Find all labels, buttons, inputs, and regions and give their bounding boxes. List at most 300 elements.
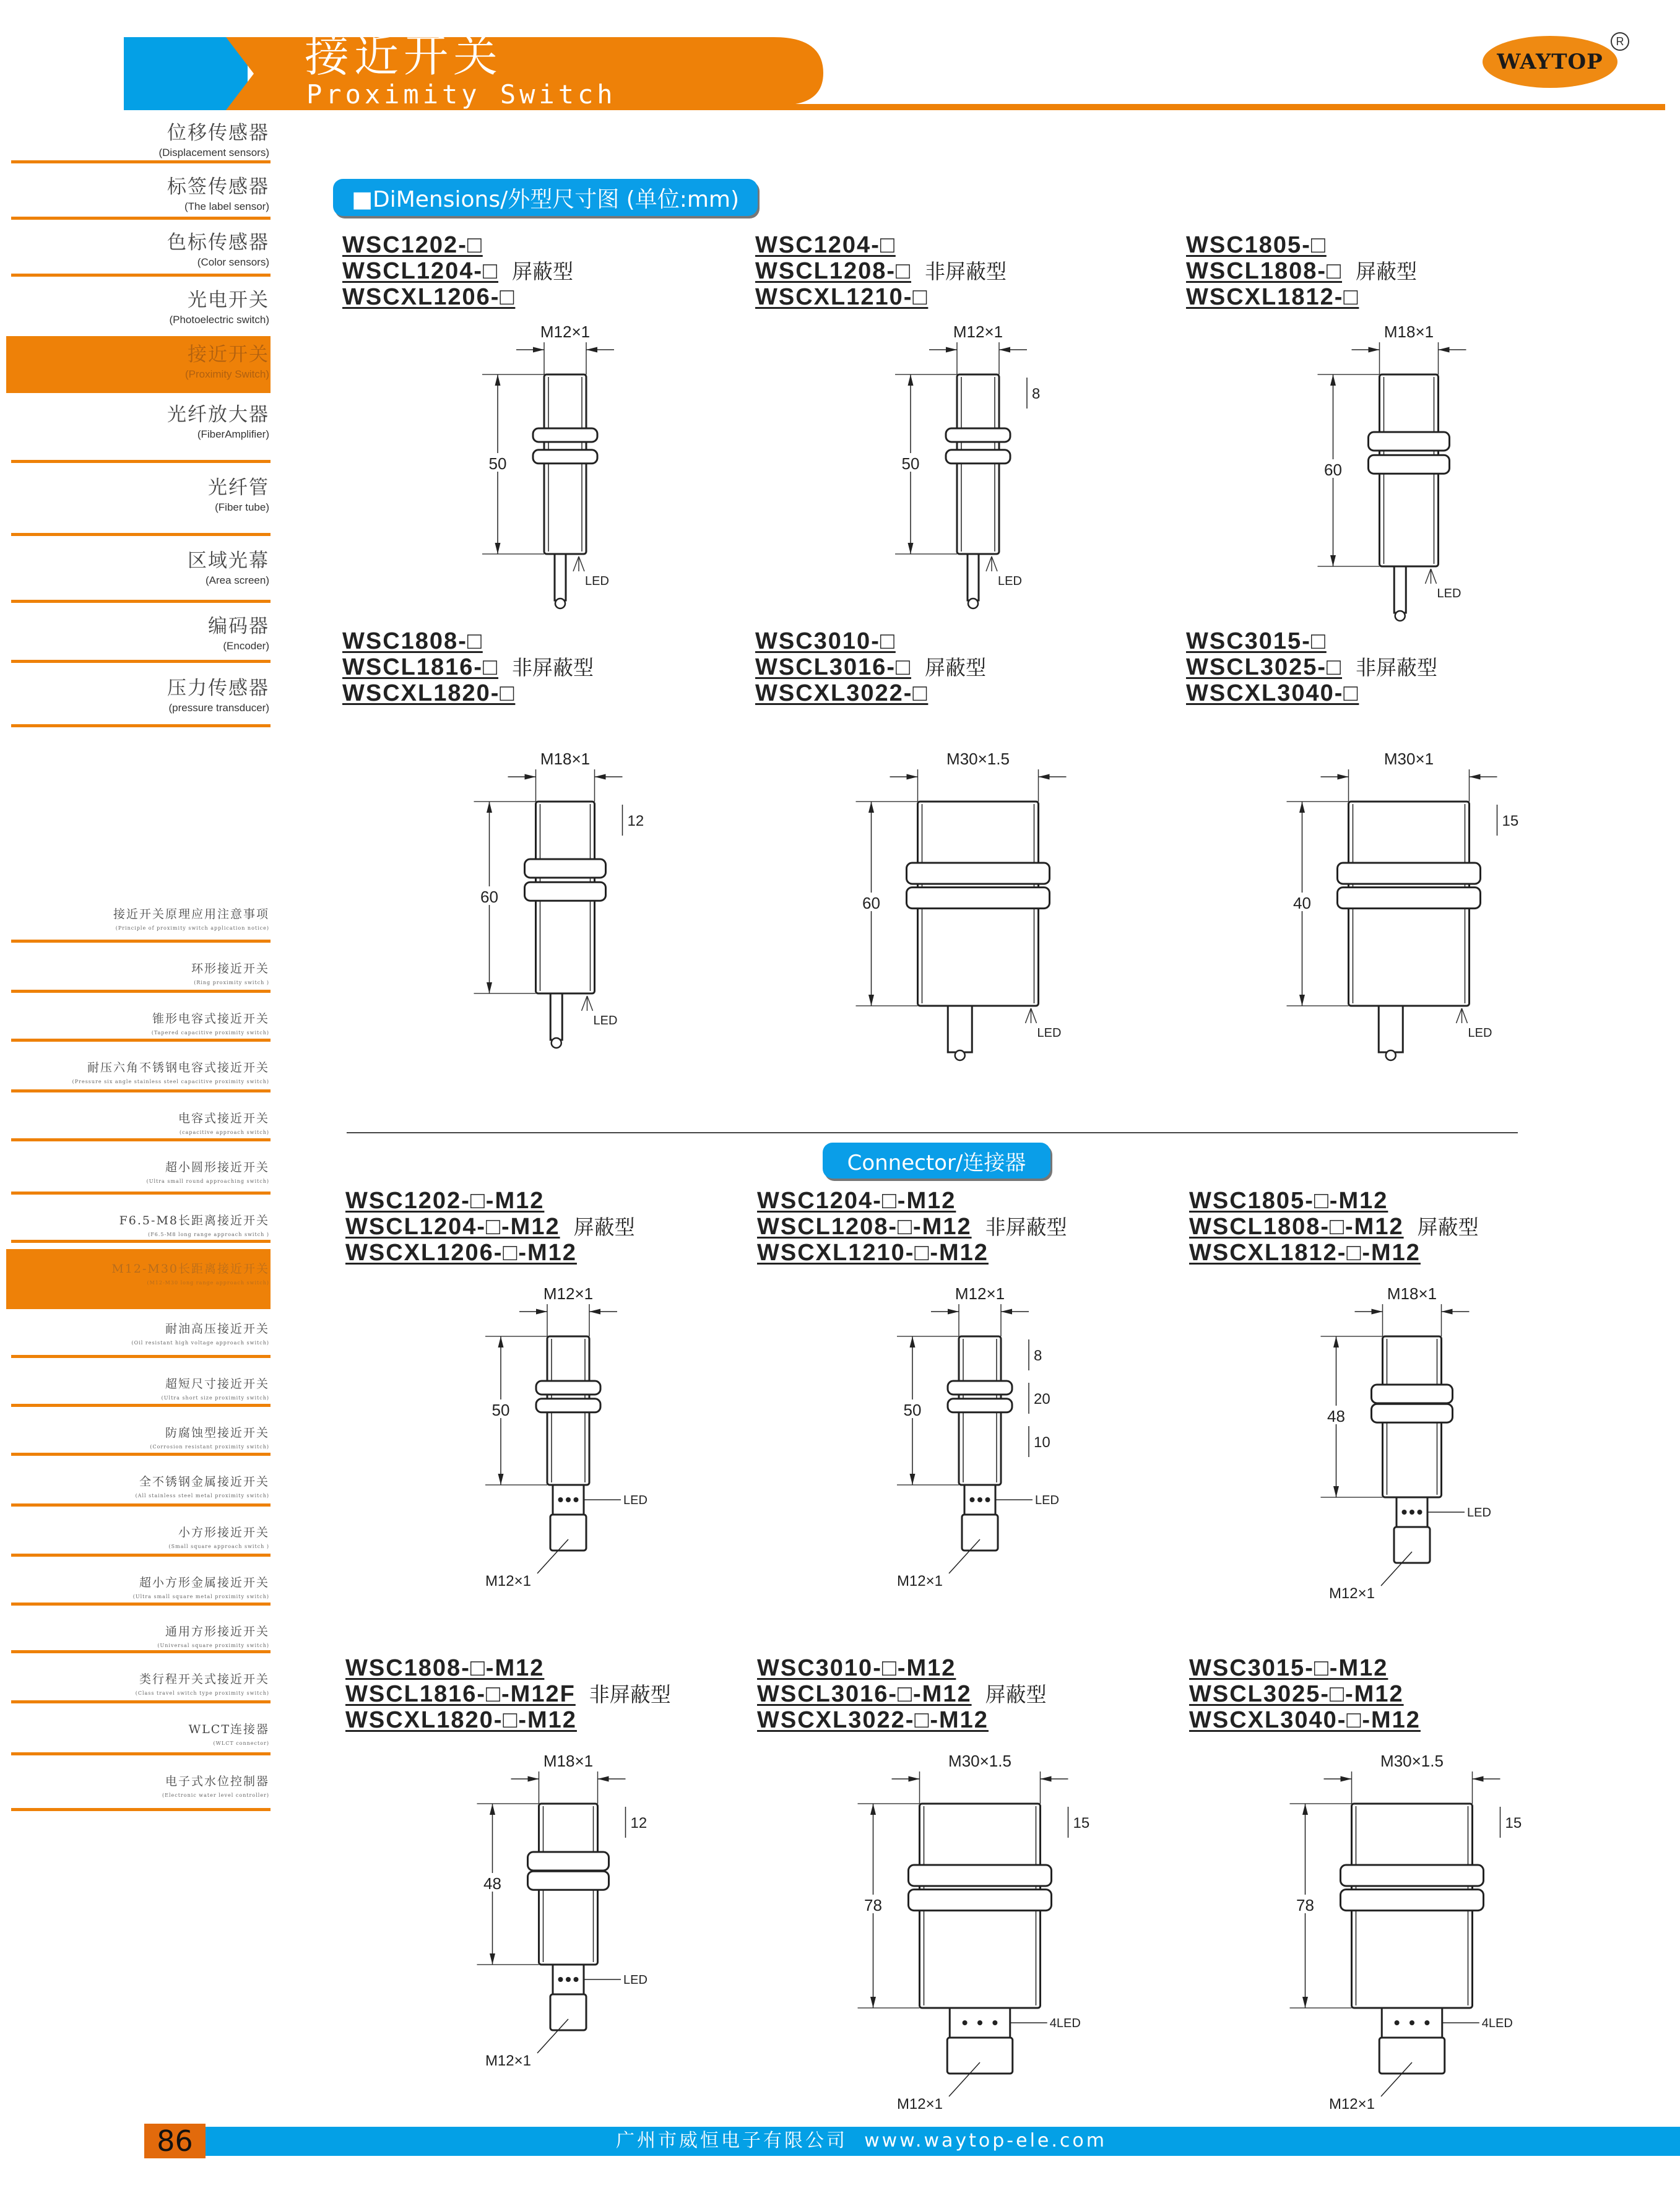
shield-type-label: 屏蔽型 (925, 655, 987, 680)
model-number: WSC1805-□-M12 (1189, 1188, 1388, 1214)
arrow-head (598, 1776, 609, 1782)
sidebar-subitem[interactable] (11, 1413, 271, 1456)
sidebar-subitem-sublabel: (Ultra short size proximity switch) (161, 1395, 269, 1401)
sidebar-subitem[interactable] (11, 1148, 271, 1195)
model-row (345, 1707, 671, 1733)
dimension-drawing (367, 319, 751, 665)
led-dot (566, 1977, 571, 1982)
sidebar-item-label: 光纤管 (208, 477, 269, 499)
led-ray (579, 556, 584, 571)
model-number: WSCL1816-□ (342, 654, 499, 680)
hex-nut (528, 1871, 609, 1890)
model-row (755, 680, 986, 706)
hex-nut (909, 1865, 1052, 1886)
model-list (1189, 1655, 1421, 1733)
model-number: WSCL1808-□-M12 (1189, 1214, 1404, 1240)
model-number: WSC1808-□-M12 (345, 1655, 545, 1681)
sidebar-item-sublabel: (Fiber tube) (215, 501, 269, 513)
dimension-label: 15 (1073, 1815, 1090, 1832)
arrow-head (1369, 347, 1380, 353)
model-number: WSC1202-□ (342, 232, 483, 258)
arrow-head (1302, 1804, 1308, 1815)
sidebar-subitem[interactable] (11, 999, 271, 1042)
m12-connector (1394, 1527, 1430, 1563)
dimension-label: 12 (630, 1815, 647, 1832)
led-dot (992, 2020, 997, 2025)
led-ray (587, 996, 593, 1011)
sidebar-subitem-label: WLCT连接器 (188, 1723, 269, 1736)
dimension-drawing (370, 1748, 754, 2095)
sidebar-subitem-sublabel: (F6.5-M8 long range approach switch ) (148, 1232, 269, 1237)
led-dot (977, 1497, 982, 1502)
thread-label: M12×1 (955, 1284, 1005, 1303)
model-row (1189, 1707, 1421, 1733)
sidebar-subitem[interactable] (11, 1659, 271, 1703)
model-number: WSCL1808-□ (1186, 258, 1343, 284)
arrow-head (910, 1474, 916, 1485)
sidebar-subitem-sublabel: (Ring proximity switch ) (194, 980, 269, 985)
sidebar-subitem[interactable] (6, 1249, 271, 1309)
sidebar-subitem-label: 超小圆形接近开关 (165, 1161, 269, 1174)
thread-label: M30×1 (1383, 750, 1434, 768)
cable-end (552, 1038, 561, 1048)
arrow-head (908, 543, 914, 554)
cable-end (555, 599, 565, 608)
dimension-drawing (1214, 1748, 1598, 2113)
arrow-head (1470, 774, 1481, 780)
sidebar-subitem-sublabel: (Tapered capacitive proximity switch) (151, 1030, 269, 1036)
sidebar-subitem-label: 通用方形接近开关 (165, 1625, 269, 1638)
led-dot (566, 1497, 571, 1502)
sidebar-item[interactable] (11, 396, 271, 463)
led-dot (1424, 2020, 1429, 2025)
led-dot (970, 1497, 975, 1502)
sidebar-item-sublabel: (Encoder) (223, 640, 269, 652)
led-dot (574, 1977, 579, 1982)
dimension-drawing (370, 1281, 754, 1627)
model-number: WSCL1208-□-M12 (757, 1214, 972, 1240)
led-dot (985, 1497, 990, 1502)
led-dot (558, 1977, 563, 1982)
arrow-head (498, 1336, 504, 1347)
led-label: LED (1035, 1494, 1059, 1507)
hex-nut (1372, 1404, 1453, 1422)
led-ray (1426, 569, 1431, 584)
model-row (757, 1240, 1067, 1266)
sidebar-subitem-sublabel: (M12-M30 long range approach switch) (147, 1280, 269, 1286)
sidebar-item-label: 位移传感器 (167, 122, 269, 144)
length-label: 50 (491, 1401, 510, 1419)
model-list (757, 1188, 1067, 1266)
model-number: WSC3010-□-M12 (757, 1655, 956, 1681)
shield-type-label: 屏蔽型 (1417, 1215, 1479, 1239)
sidebar-item-sublabel: (Area screen) (206, 574, 269, 586)
dimension-label: 10 (1034, 1434, 1050, 1451)
model-row (757, 1707, 1047, 1733)
hex-nut (1369, 455, 1450, 474)
registered-mark: R (1611, 32, 1629, 51)
model-row (1186, 654, 1437, 680)
page-title-en: Proximity Switch (306, 79, 617, 110)
led-ray (1026, 1008, 1031, 1023)
led-label: LED (1037, 1026, 1062, 1040)
model-list (342, 232, 573, 310)
sidebar-item[interactable] (11, 542, 271, 603)
sidebar-item[interactable] (6, 336, 271, 393)
model-number: WSCXL1820-□-M12 (345, 1707, 577, 1733)
sidebar-item-sublabel: (Color sensors) (197, 256, 269, 268)
model-row (757, 1214, 1067, 1240)
sidebar-subitem[interactable] (11, 1462, 271, 1507)
model-row (345, 1214, 635, 1240)
sidebar-subitem[interactable] (11, 1364, 271, 1407)
logo-text: WAYTOP (1497, 50, 1603, 74)
shield-type-label: 非屏蔽型 (589, 1682, 671, 1706)
model-number: WSCXL1206-□ (342, 284, 516, 310)
led-label: 4LED (1481, 2017, 1513, 2030)
sidebar-item-sublabel: (Displacement sensors) (158, 147, 269, 158)
length-label: 78 (864, 1896, 882, 1914)
hex-nut (525, 882, 606, 901)
model-row (342, 628, 594, 654)
led-dot (558, 1497, 563, 1502)
model-number: WSC3015-□-M12 (1189, 1655, 1388, 1681)
arrow-head (870, 1804, 876, 1815)
model-number: WSC1202-□-M12 (345, 1188, 545, 1214)
model-number: WSC1204-□-M12 (757, 1188, 956, 1214)
sidebar-item-sublabel: (The label sensor) (184, 201, 269, 212)
sidebar-subitem-sublabel: (capacitive approach switch) (180, 1130, 269, 1135)
model-row (345, 1240, 635, 1266)
hex-nut (528, 1852, 609, 1871)
sidebar-item-label: 标签传感器 (167, 176, 269, 198)
dimension-drawing (780, 746, 1164, 1092)
model-number: WSCXL1206-□-M12 (345, 1240, 577, 1266)
dimension-label: 8 (1034, 1347, 1042, 1364)
cable-end (1386, 1050, 1396, 1060)
dimension-drawing (780, 319, 1164, 665)
sidebar-subitem-label: 类行程开关式接近开关 (139, 1672, 269, 1686)
model-row (1186, 232, 1417, 258)
shield-type-label: 非屏蔽型 (1356, 655, 1438, 680)
sidebar-subitem-label: 接近开关原理应用注意事项 (113, 907, 269, 921)
dimension-label: 8 (1032, 386, 1041, 402)
sidebar-subitem-label: 电子式水位控制器 (165, 1775, 269, 1788)
length-label: 48 (1327, 1407, 1345, 1425)
shield-type-label: 屏蔽型 (985, 1682, 1047, 1706)
sidebar-subitem-label: 全不锈钢金属接近开关 (139, 1475, 269, 1489)
product-card (1189, 1188, 1598, 1621)
m12-connector (962, 1515, 998, 1551)
length-label: 60 (862, 894, 880, 912)
led-dot (963, 2020, 968, 2025)
length-label: 60 (480, 888, 498, 906)
arrow-head (1001, 1309, 1012, 1315)
arrow-head (1041, 1776, 1052, 1782)
model-number: WSCXL1812-□ (1186, 284, 1359, 310)
arrow-head (1439, 347, 1450, 353)
led-dot (574, 1497, 579, 1502)
dimension-label: 20 (1034, 1391, 1050, 1408)
model-row (755, 284, 1007, 310)
thread-label: M12×1 (543, 1284, 594, 1303)
led-dot (1418, 1510, 1422, 1515)
model-number: WSCXL3022-□-M12 (757, 1707, 989, 1733)
model-number: WSCL3016-□-M12 (757, 1681, 972, 1707)
model-row (1189, 1214, 1479, 1240)
model-number: WSCXL1820-□ (342, 680, 516, 706)
model-row (1186, 284, 1417, 310)
sidebar-subitem-label: F6.5-M8长距离接近开关 (119, 1214, 269, 1227)
model-row (1186, 628, 1437, 654)
m12-connector (947, 2038, 1013, 2074)
model-list (345, 1188, 635, 1266)
sidebar-item-label: 编码器 (208, 615, 269, 638)
cable (968, 554, 979, 600)
arrow-head (868, 995, 874, 1006)
sidebar-subitem-sublabel: (Ultra small square metal proximity switch) (132, 1594, 269, 1599)
arrow-head (1473, 1776, 1484, 1782)
model-number: WSCL3025-□-M12 (1189, 1681, 1404, 1707)
connector-heading: Connector/连接器 (823, 1143, 1050, 1179)
sidebar-subitem-sublabel: (Universal square proximity switch) (157, 1643, 269, 1648)
led-ray (582, 996, 587, 1011)
sidebar-subitem-sublabel: (Pressure six angle stainless steel capacitive proximity switch) (72, 1079, 269, 1084)
sidebar-subitem[interactable] (11, 894, 271, 943)
led-dot (1395, 2020, 1400, 2025)
sidebar-subitem-sublabel: (WLCT connector) (213, 1741, 269, 1746)
model-number: WSCL1204-□ (342, 258, 499, 284)
product-card (345, 1655, 754, 2088)
cable (1394, 566, 1406, 613)
sidebar-subitem[interactable] (11, 1513, 271, 1557)
length-label: 50 (901, 454, 920, 473)
model-row (1189, 1655, 1421, 1681)
model-number: WSC3015-□ (1186, 628, 1327, 654)
led-label: LED (1467, 1506, 1491, 1520)
model-row (342, 284, 573, 310)
hex-nut (525, 859, 606, 878)
sidebar-item-label: 光纤放大器 (167, 404, 269, 426)
hex-nut (1372, 1385, 1453, 1403)
thread-label: M30×1.5 (946, 750, 1010, 768)
sidebar-subitem[interactable] (11, 949, 271, 993)
header-banner (0, 0, 1680, 124)
plug-thread-label: M12×1 (485, 1573, 531, 1590)
dimension-label: 15 (1502, 813, 1519, 829)
m12-connector (550, 1994, 586, 2030)
thread-label: M12×1 (540, 322, 591, 341)
dimension-label: 15 (1505, 1815, 1522, 1832)
sidebar-item-label: 接近开关 (188, 344, 269, 366)
led-label: LED (593, 1014, 618, 1027)
thread-label: M12×1 (953, 322, 1003, 341)
thread-label: M30×1.5 (948, 1752, 1011, 1770)
arrow-head (1039, 774, 1050, 780)
led-ray (1457, 1008, 1462, 1023)
model-number: WSCL1816-□-M12F (345, 1681, 576, 1707)
arrow-head (533, 347, 544, 353)
plug-thread-label: M12×1 (1328, 1585, 1375, 1602)
model-number: WSCXL1812-□-M12 (1189, 1240, 1421, 1266)
arrow-head (1341, 1776, 1352, 1782)
product-card (757, 1188, 1166, 1621)
sidebar-subitem[interactable] (11, 1048, 271, 1092)
sidebar-item-sublabel: (FiberAmplifier) (197, 428, 269, 440)
hex-nut (948, 1381, 1012, 1395)
model-list (757, 1655, 1047, 1733)
cable-end (1395, 611, 1405, 621)
product-card (757, 1655, 1166, 2113)
sidebar-subitem-label: M12-M30长距离接近开关 (111, 1262, 269, 1276)
led-ray (1462, 1008, 1468, 1023)
sidebar-item[interactable] (11, 115, 271, 163)
plug-thread-label: M12×1 (896, 1573, 943, 1590)
sidebar-subitem[interactable] (11, 1309, 271, 1358)
arrow-head (1302, 1997, 1308, 2008)
model-number: WSC1204-□ (755, 232, 896, 258)
sidebar-subitem[interactable] (11, 1710, 271, 1755)
model-list (1189, 1188, 1479, 1266)
sidebar-subitem-label: 电容式接近开关 (178, 1112, 269, 1125)
sidebar-subitem-label: 超短尺寸接近开关 (165, 1377, 269, 1391)
sidebar-item[interactable] (11, 670, 271, 727)
thread-label: M18×1 (540, 750, 591, 768)
sidebar-item[interactable] (11, 608, 271, 663)
plug-thread-label: M12×1 (896, 2096, 943, 2113)
shield-type-label: 屏蔽型 (1356, 259, 1418, 283)
led-label: LED (585, 574, 609, 588)
arrow-head (948, 1309, 959, 1315)
thread-label: M18×1 (1387, 1284, 1437, 1303)
model-row (755, 258, 1007, 284)
sidebar-subitem[interactable] (11, 1201, 271, 1243)
hex-nut (907, 863, 1050, 884)
model-row (342, 258, 573, 284)
shield-type-label: 屏蔽型 (573, 1215, 635, 1239)
dimension-drawing (1211, 746, 1595, 1092)
sidebar-subitem-sublabel: (Oil resistant high voltage approach switch) (131, 1340, 269, 1346)
model-number: WSC1805-□ (1186, 232, 1327, 258)
cable-end (955, 1050, 965, 1060)
arrow-head (910, 1336, 916, 1347)
product-card (342, 232, 751, 665)
m12-connector (1379, 2038, 1445, 2074)
arrow-head (1338, 774, 1349, 780)
model-row (345, 1655, 671, 1681)
cable (1379, 1006, 1403, 1052)
sidebar-subitem-sublabel: (Class travel switch type proximity switch) (135, 1690, 269, 1696)
footer-company: 广州市威恒电子有限公司 www.waytop-ele.com (616, 2130, 1107, 2152)
hex-nut (1338, 863, 1481, 884)
model-row (1189, 1188, 1479, 1214)
section-divider (347, 1132, 1518, 1133)
model-number: WSC3010-□ (755, 628, 896, 654)
model-row (755, 232, 1007, 258)
product-card (342, 628, 751, 1062)
led-label: LED (623, 1973, 647, 1987)
model-number: WSCL1204-□-M12 (345, 1214, 560, 1240)
model-list (755, 232, 1007, 310)
led-label: LED (1437, 587, 1461, 600)
hex-nut (1369, 432, 1450, 451)
product-card (1186, 232, 1595, 665)
sidebar-subitem[interactable] (11, 1762, 271, 1811)
model-row (755, 654, 986, 680)
sidebar-subitem[interactable] (11, 1563, 271, 1606)
led-label: LED (1468, 1026, 1492, 1040)
cable-end (968, 599, 978, 608)
page-number: 86 (144, 2124, 206, 2158)
model-row (1186, 680, 1437, 706)
model-number: WSCXL1210-□-M12 (757, 1240, 989, 1266)
sidebar-subitem-sublabel: (Small square approach switch ) (168, 1544, 269, 1549)
model-list (342, 628, 594, 706)
arrow-head (946, 347, 957, 353)
sidebar-item[interactable] (11, 469, 271, 536)
hex-nut (1341, 1890, 1484, 1911)
dimension-drawing (782, 1281, 1166, 1627)
hex-nut (1338, 888, 1481, 909)
arrow-head (536, 1309, 547, 1315)
model-row (757, 1188, 1067, 1214)
led-dot (1409, 2020, 1414, 2025)
plug-thread-label: M12×1 (485, 2052, 531, 2069)
sidebar-subitem[interactable] (11, 1612, 271, 1653)
sidebar-subitem-label: 防腐蚀型接近开关 (165, 1426, 269, 1440)
led-ray (573, 556, 579, 571)
model-list (1186, 628, 1437, 706)
sidebar-item-sublabel: (pressure transducer) (168, 702, 269, 714)
sidebar-subitem-sublabel: (All stainless steel metal proximity switch) (135, 1493, 269, 1499)
hex-nut (946, 428, 1010, 442)
arrow-head (589, 1309, 600, 1315)
led-ray (1031, 1008, 1037, 1023)
sidebar-item[interactable] (11, 282, 271, 336)
product-card (1189, 1655, 1598, 2113)
sidebar-subitem[interactable] (11, 1099, 271, 1141)
sidebar-item-sublabel: (Photoelectric switch) (169, 314, 269, 326)
shield-type-label: 非屏蔽型 (512, 655, 594, 680)
sidebar-subitem-sublabel: (Electronic water level controller) (162, 1793, 269, 1798)
arrow-head (909, 1776, 920, 1782)
arrow-head (495, 374, 501, 386)
led-label: LED (623, 1494, 647, 1507)
sidebar-item[interactable] (11, 168, 271, 220)
model-row (1189, 1240, 1479, 1266)
arrow-head (1299, 802, 1305, 813)
arrow-head (487, 982, 492, 993)
sidebar-subitem-label: 耐油高压接近开关 (165, 1322, 269, 1336)
led-ray (986, 556, 992, 571)
sidebar-item-label: 光电开关 (188, 289, 269, 311)
led-dot (1409, 1510, 1414, 1515)
hex-nut (909, 1890, 1052, 1911)
led-ray (992, 556, 997, 571)
arrow-head (1333, 1486, 1339, 1497)
arrow-head (595, 774, 606, 780)
arrow-head (528, 1776, 539, 1782)
arrow-head (1442, 1309, 1453, 1315)
shield-type-label: 屏蔽型 (512, 259, 574, 283)
sidebar-item[interactable] (11, 224, 271, 277)
model-row (345, 1188, 635, 1214)
length-label: 78 (1296, 1896, 1314, 1914)
led-ray (1431, 569, 1437, 584)
arrow-head (1299, 995, 1305, 1006)
model-number: WSCL3025-□ (1186, 654, 1343, 680)
dimension-label: 12 (627, 813, 644, 829)
